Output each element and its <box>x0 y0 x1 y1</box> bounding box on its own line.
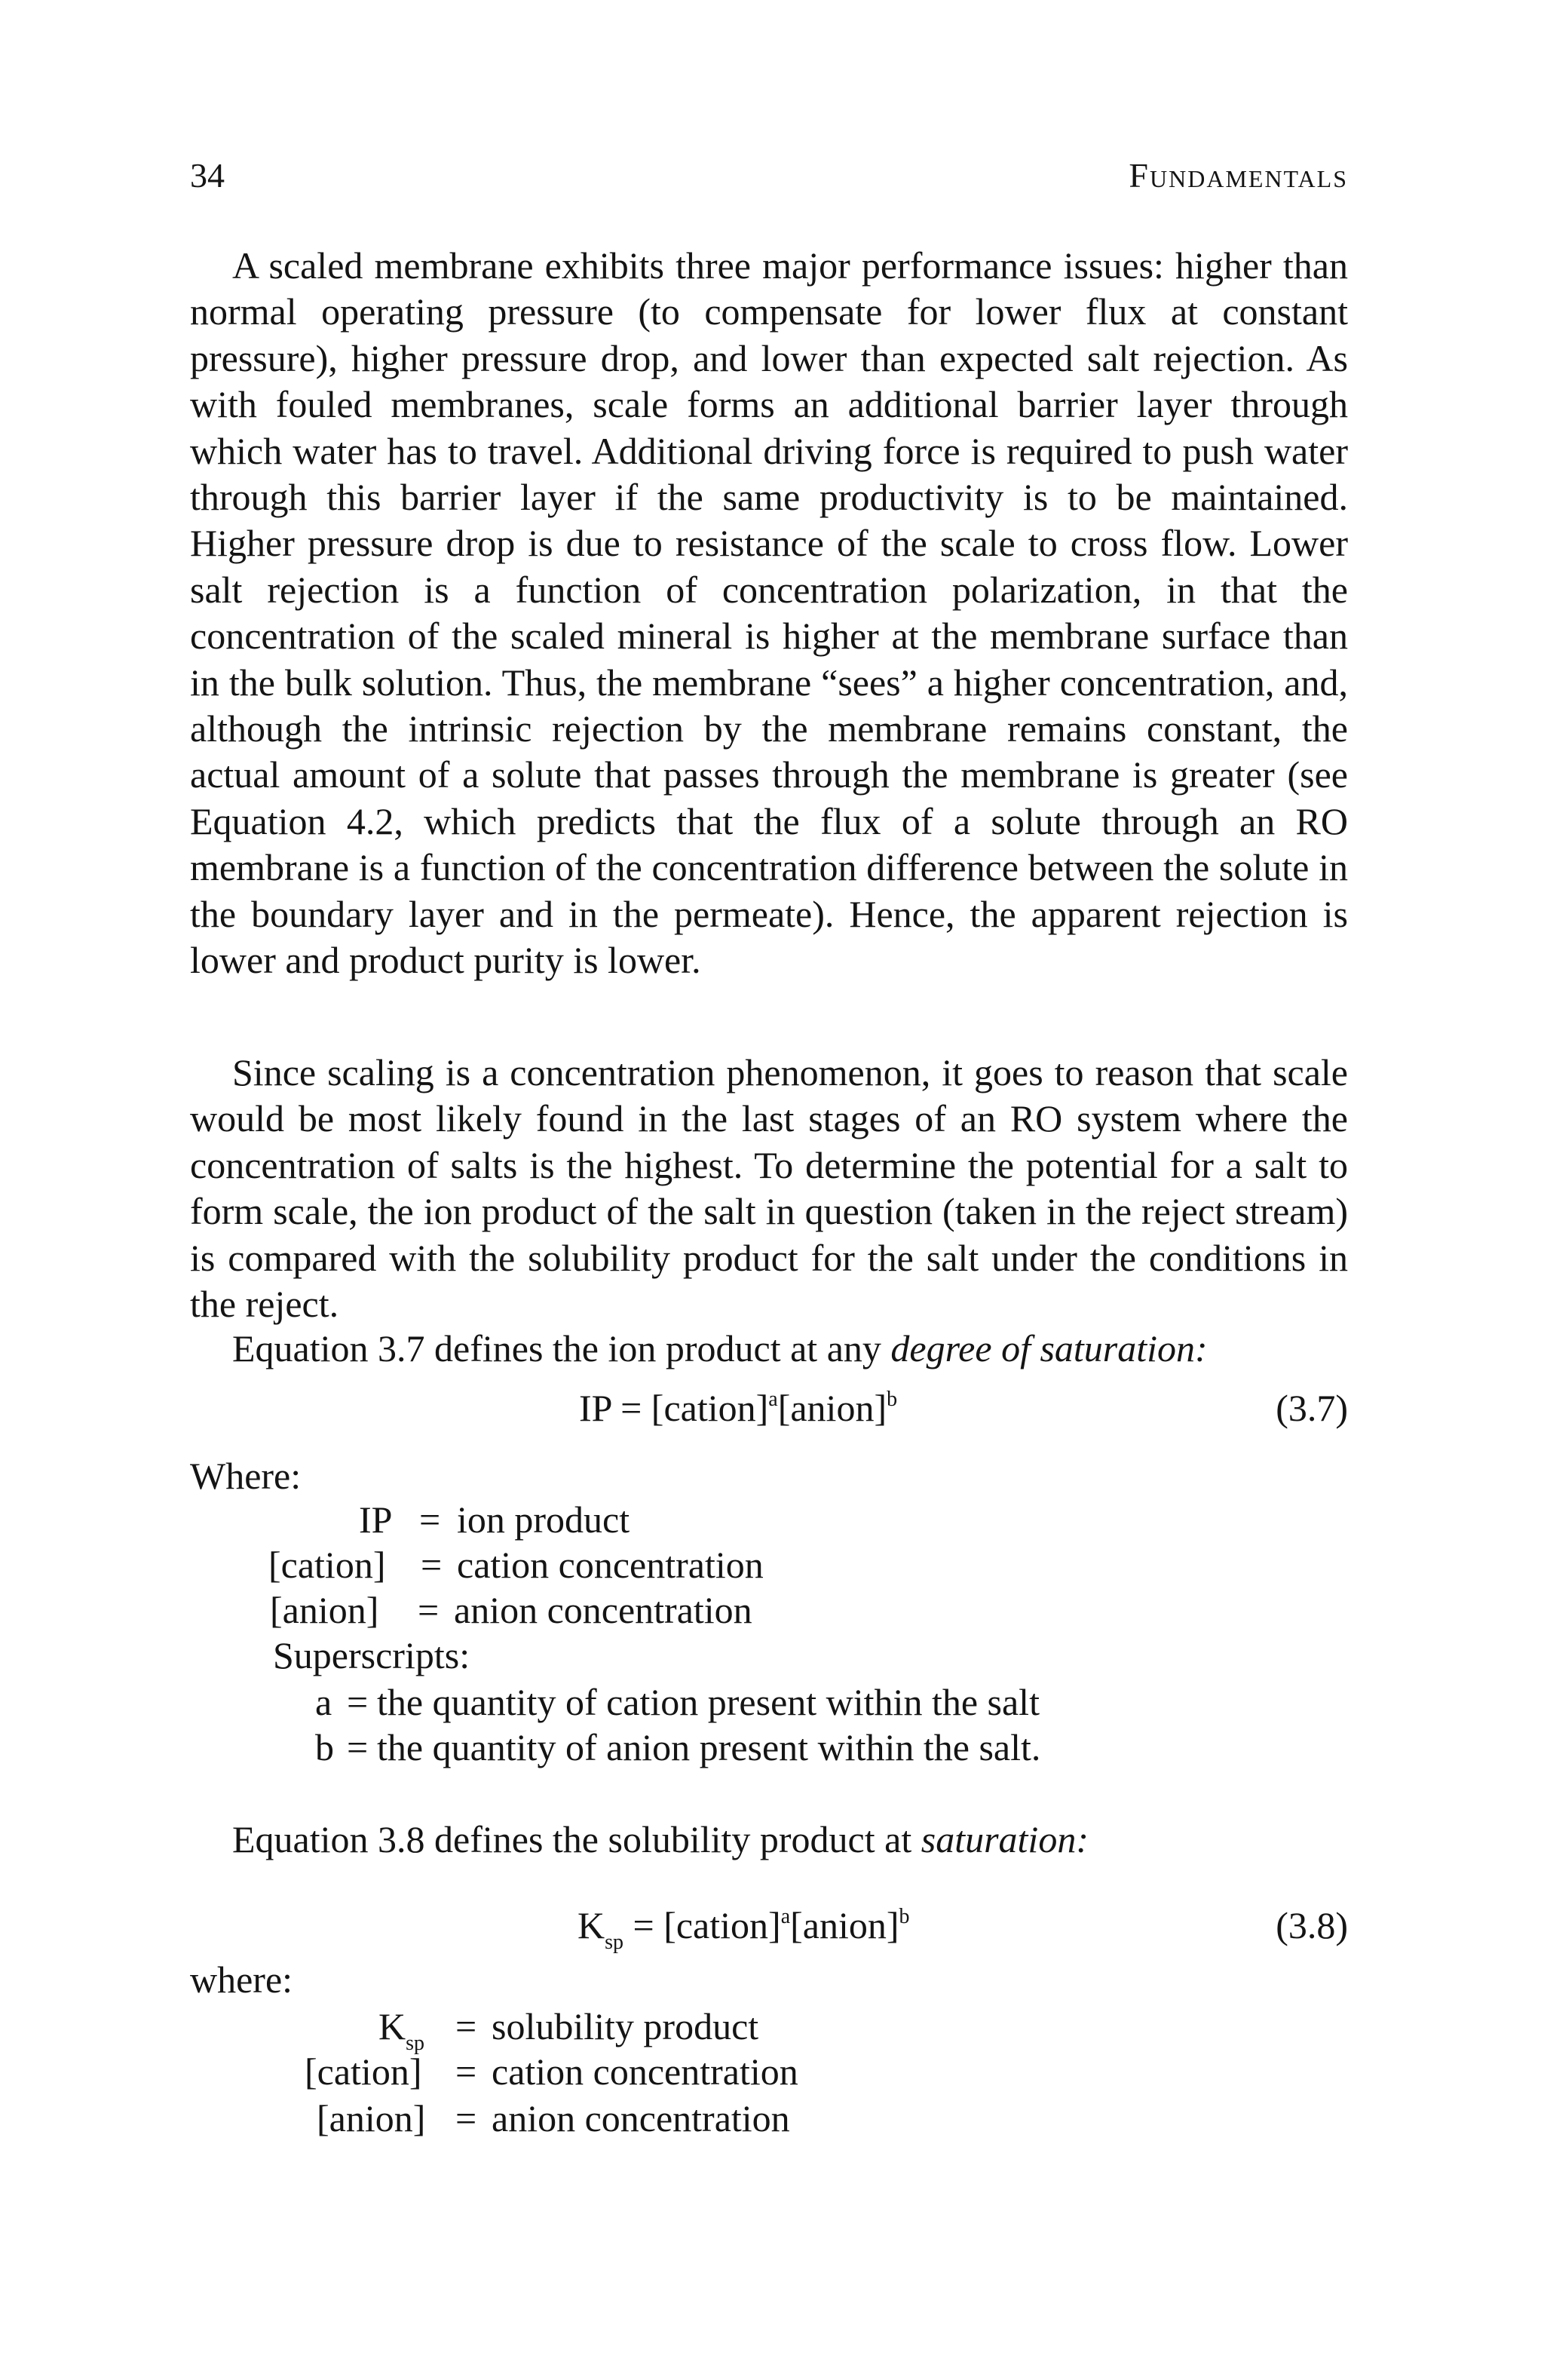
def-cation-desc: cation concentration <box>457 1544 764 1586</box>
sup-def-a-term: a <box>315 1681 332 1723</box>
sup-def-b-term: b <box>315 1726 334 1768</box>
def-anion-sep: = <box>418 1589 440 1631</box>
sup-def-a-sep: = <box>347 1681 369 1723</box>
eq37-sup-b: b <box>887 1388 898 1411</box>
sup-def-b-desc: the quantity of anion present within the salt. <box>377 1726 1041 1768</box>
eq38-sup-b: b <box>899 1905 910 1928</box>
def-cation-term: [cation] <box>268 1544 386 1586</box>
eq37-intro-emphasis: degree of saturation: <box>890 1327 1208 1369</box>
eq38-k: K <box>577 1904 605 1946</box>
def38-anion-desc: anion concentration <box>492 2097 790 2139</box>
def-ksp-k: K <box>378 2005 406 2047</box>
def-ip-term: IP <box>359 1498 393 1541</box>
def38-cation-term: [cation] <box>305 2050 422 2093</box>
def-ip-sep: = <box>419 1498 441 1541</box>
def-ksp-term <box>378 2004 425 2055</box>
equation-3-7 <box>190 1386 1348 1439</box>
sup-def-a-desc: the quantity of cation present within the salt <box>377 1681 1040 1723</box>
eq38-sup-a: a <box>780 1905 791 1928</box>
eq38-rhs: = [cation] <box>633 1904 781 1946</box>
paragraph-scaled-membrane: A scaled membrane exhibits three major performance issues: higher than normal operating pressure (to compensate for lower flux at constant pressure), higher pressure drop, and lower than expected salt rejection. As with fouled membranes, scale forms an additional barrier layer through which water has to travel. Additional driving force is required to push water through this barrier layer if the same productivity is to be maintained. Higher pressure drop is due to resistance of the scale to cross flow. Lower salt rejection is a function of concentration polarization, in that the concentration of the scaled mineral is higher at the membrane surface than in the bulk solution. Thus, the membrane “sees” a higher concentration, and, although the intrinsic rejection by the membrane remains constant, the actual amount of a solute that passes through the membrane is greater (see Equation 4.2, which predicts that the flux of a solute through an RO membrane is a function of the concentration difference between the solute in the boundary layer and in the permeate). Hence, the apparent rejection is lower and product purity is lower. <box>190 244 1348 982</box>
equation-3-7-expression <box>579 1386 897 1430</box>
equation-3-8-number: (3.8) <box>1276 1904 1348 1946</box>
def38-cation-sep: = <box>455 2050 477 2093</box>
equation-3-7-number: (3.7) <box>1276 1387 1348 1429</box>
sup-def-b-sep: = <box>347 1726 369 1768</box>
superscripts-label: Superscripts: <box>273 1634 470 1676</box>
def38-anion-term: [anion] <box>317 2097 426 2139</box>
eq37-middle: [anion] <box>777 1387 887 1429</box>
where-label-37: Where: <box>190 1455 302 1497</box>
def38-anion-sep: = <box>455 2097 477 2139</box>
def-anion-term: [anion] <box>270 1589 379 1631</box>
paragraph-equation-38-intro <box>190 1817 1348 1861</box>
page-number: 34 <box>190 156 225 195</box>
eq38-intro-text: Equation 3.8 defines the solubility product at <box>232 1818 921 1860</box>
paragraph-scaling-phenomenon: Since scaling is a concentration phenomenon, it goes to reason that scale would be most likely found in the last stages of an RO system where the concentration of salts is the highest. To determine the potential for a salt to form scale, the ion product of the salt in question (taken in the reject stream) is compared with the solubility product for the salt under the conditions in the reject. <box>190 1051 1348 1326</box>
running-head <box>190 155 1348 201</box>
eq38-sub-sp: sp <box>605 1931 624 1954</box>
def38-cation-desc: cation concentration <box>492 2050 798 2093</box>
section-title: Fundamentals <box>1129 156 1348 195</box>
eq38-middle: [anion] <box>790 1904 899 1946</box>
def-ip-desc: ion product <box>457 1498 630 1541</box>
eq37-lhs: IP = [cation] <box>579 1387 769 1429</box>
eq38-intro-emphasis: saturation: <box>921 1818 1089 1860</box>
def-anion-desc: anion concentration <box>454 1589 752 1631</box>
paragraph-equation-37-intro <box>190 1326 1348 1372</box>
def-cation-sep: = <box>421 1544 443 1586</box>
equation-3-8-expression <box>577 1903 910 1954</box>
eq37-sup-a: a <box>768 1388 778 1411</box>
def-ksp-desc: solubility product <box>492 2005 759 2047</box>
def-ksp-sep: = <box>455 2005 477 2047</box>
where-label-38: where: <box>190 1958 293 2001</box>
equation-3-8 <box>190 1903 1348 1956</box>
eq37-intro-text: Equation 3.7 defines the ion product at any <box>232 1327 891 1369</box>
def-ksp-sub: sp <box>406 2032 425 2055</box>
